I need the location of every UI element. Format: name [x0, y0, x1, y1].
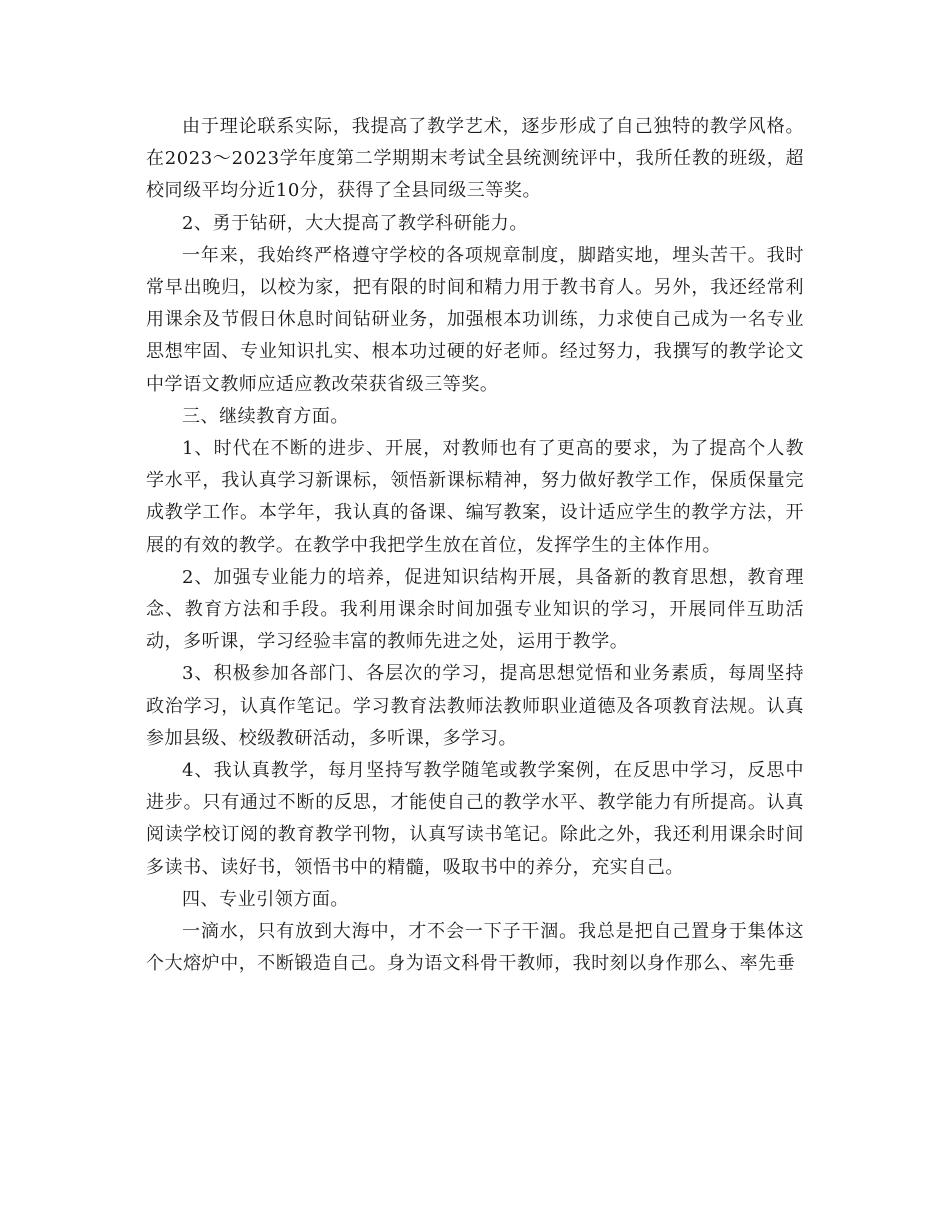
heading-research-ability: 2、勇于钻研，大大提高了教学科研能力。: [182, 212, 528, 234]
document-body: [146, 111, 804, 980]
paragraph-diligence: 一年来，我始终严格遵守学校的各项规章制度，脚踏实地，埋头苦干。我时常早出晚归，以校为家，把有限的时间和精力用于教书育人。另外，我还经常利用课余及节假日休息时间钻研业务，加强根本功训练，力求使自己成为一名专业思想牢固、专业知识扎实、根本功过硬的好老师。经过努力，我撰写的教学论文中学语文教师应适应教改荣获省级三等奖。: [146, 244, 804, 395]
heading-professional-leadership: 四、专业引领方面。: [182, 888, 349, 910]
paragraph-teaching-style: 由于理论联系实际，我提高了教学艺术，逐步形成了自己独特的教学风格。在2023～2023学年度第二学期期末考试全县统测统评中，我所任教的班级，超校同级平均分近10分，获得了全县同级三等奖。: [146, 116, 804, 202]
paragraph-education-item-2: 2、加强专业能力的培养，促进知识结构开展，具备新的教育思想，教育理念、教育方法和手段。我利用课余时间加强专业知识的学习，开展同伴互助活动，多听课，学习经验丰富的教师先进之处，运用于教学。: [146, 566, 804, 653]
heading-continuing-education: 三、继续教育方面。: [182, 405, 349, 427]
paragraph-education-item-1: 1、时代在不断的进步、开展，对教师也有了更高的要求，为了提高个人教学水平，我认真学习新课标，领悟新课标精神，努力做好教学工作，保质保量完成教学工作。本学年，我认真的备课、编写教案，设计适应学生的教学方法，开展的有效的教学。在教学中我把学生放在首位，发挥学生的主体作用。: [146, 438, 804, 556]
paragraph-education-item-4: 4、我认真教学，每月坚持写教学随笔或教学案例，在反思中学习，反思中进步。只有通过不断的反思，才能使自己的教学水平、教学能力有所提高。认真阅读学校订阅的教育教学刊物，认真写读书笔记。除此之外，我还利用课余时间多读书、读好书，领悟书中的精髓，吸取书中的养分，充实自己。: [146, 760, 804, 878]
paragraph-education-item-3: 3、积极参加各部门、各层次的学习，提高思想觉悟和业务素质，每周坚持政治学习，认真作笔记。学习教育法教师法教师职业道德及各项教育法规。认真参加县级、校级教研活动，多听课，多学习。: [146, 663, 804, 749]
paragraph-leadership: 一滴水，只有放到大海中，才不会一下子干涸。我总是把自己置身于集体这个大熔炉中，不断锻造自己。身为语文科骨干教师，我时刻以身作那么、率先垂: [146, 921, 804, 975]
